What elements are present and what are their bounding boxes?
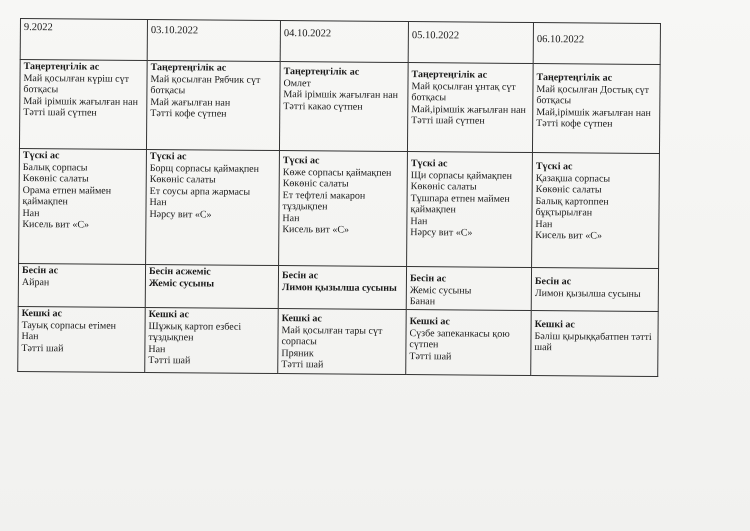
dish-item: Тәтті кофе сүтпен bbox=[150, 108, 227, 120]
date-label: 06.10.2022 bbox=[536, 34, 585, 46]
meal-title: Таңертеңгілік ас bbox=[150, 62, 227, 74]
breakfast-cell bbox=[407, 63, 533, 153]
dish-item: Ет соусы арпа жармасы bbox=[149, 185, 251, 198]
dish-item: Лимон қызылша сусыны bbox=[534, 287, 641, 300]
meal-title: Кешкі ас bbox=[281, 313, 322, 325]
dish-item: Тауық сорпасы етімен bbox=[21, 319, 117, 332]
dish-item: Тәтті шай bbox=[281, 359, 324, 371]
dish-item: Көкөніс салаты bbox=[149, 174, 216, 186]
meal-title: Кешкі ас bbox=[148, 309, 189, 321]
snack-row bbox=[18, 263, 658, 311]
dish-item: Май қосылған Рябчик сүт ботқасы bbox=[150, 73, 261, 97]
snack-cell bbox=[406, 267, 531, 311]
meal-title: Кешкі ас bbox=[534, 319, 575, 331]
dish-item: Май қосылған тары сүт сорпасы bbox=[281, 324, 383, 348]
dish-item: Банан bbox=[409, 296, 436, 308]
dish-item: Айран bbox=[21, 276, 50, 288]
dinner-cell bbox=[531, 311, 659, 377]
dinner-row bbox=[18, 306, 658, 376]
lunch-cell bbox=[146, 149, 280, 265]
dish-item: Тәтті шай сүтпен bbox=[411, 115, 485, 127]
dish-item: Көкөніс салаты bbox=[22, 173, 89, 185]
meal-title: Бесін ас bbox=[409, 273, 447, 285]
dish-item: Кисель вит «С» bbox=[22, 219, 90, 231]
dinner-cell bbox=[145, 307, 279, 373]
dish-item: Көкөніс салаты bbox=[535, 184, 602, 196]
dish-item: Май ірімшік жағылған нан bbox=[283, 89, 399, 101]
dish-item: Май қосылған ұнтақ сүт ботқасы bbox=[411, 80, 516, 104]
meal-title: Бесін ас bbox=[534, 276, 572, 288]
lunch-cell bbox=[19, 148, 147, 264]
meal-title: Түскі ас bbox=[410, 158, 448, 170]
breakfast-cell bbox=[19, 60, 147, 150]
dish-item: Жеміс сусыны bbox=[409, 284, 472, 297]
snack-cell bbox=[145, 264, 278, 308]
meal-title: Түскі ас bbox=[535, 161, 573, 173]
date-label: 05.10.2022 bbox=[411, 30, 460, 42]
date-label: 03.10.2022 bbox=[150, 25, 199, 37]
dish-item: Нан bbox=[22, 207, 40, 219]
meal-title: Түскі ас bbox=[282, 155, 320, 167]
dish-item: Көже сорпасы қаймақпен bbox=[282, 166, 392, 179]
dinner-cell bbox=[406, 310, 532, 376]
dish-item: Нан bbox=[21, 331, 39, 343]
dish-item: Тәтті шай bbox=[21, 342, 64, 354]
dish-item: Лимон қызылша сусыны bbox=[281, 281, 397, 294]
meal-title: Түскі ас bbox=[22, 150, 60, 162]
meal-title: Кешкі ас bbox=[409, 316, 450, 328]
meal-title: Таңертеңгілік ас bbox=[23, 61, 100, 73]
dish-item: Май,ірімшік жағылған нан bbox=[536, 106, 651, 119]
lunch-row bbox=[19, 148, 660, 268]
dish-item: Нәрсу вит «С» bbox=[410, 227, 473, 239]
dish-item: Көкөніс салаты bbox=[410, 181, 477, 193]
dinner-cell bbox=[18, 306, 146, 372]
dish-item: Тәтті шай bbox=[148, 355, 191, 367]
dish-item: Нәрсу вит «С» bbox=[149, 208, 212, 221]
snack-cell bbox=[278, 266, 406, 310]
dish-item: Омлет bbox=[283, 77, 311, 89]
dish-item: Щи сорпасы қаймақпен bbox=[410, 169, 512, 182]
lunch-cell bbox=[407, 152, 533, 268]
meal-title: Таңертеңгілік ас bbox=[536, 72, 613, 84]
dish-item: Нан bbox=[410, 215, 428, 227]
lunch-cell bbox=[532, 153, 660, 269]
dish-item: Тәтті кофе сүтпен bbox=[536, 118, 613, 130]
date-cell bbox=[147, 20, 280, 62]
dish-item: Нан bbox=[148, 343, 166, 355]
meal-title: Бесін ас bbox=[281, 270, 319, 282]
dish-item: Орама етпен маймен қаймақпен bbox=[22, 184, 112, 208]
dish-item: Тәтті шай bbox=[409, 350, 452, 362]
dish-item: Тәтті какао сүтпен bbox=[283, 100, 363, 113]
date-cell bbox=[280, 21, 408, 63]
dish-item: Нан bbox=[149, 197, 167, 209]
dish-item: Балық картоппен бұқтырылған bbox=[535, 195, 609, 219]
date-label: 04.10.2022 bbox=[283, 28, 332, 40]
dish-item: Нан bbox=[535, 218, 553, 230]
date-label: 9.2022 bbox=[23, 22, 53, 34]
dish-item: Кисель вит «С» bbox=[535, 230, 603, 242]
breakfast-cell bbox=[146, 61, 280, 151]
meal-title: Түскі ас bbox=[149, 151, 187, 163]
dish-item: Май ірімшік жағылған нан bbox=[23, 95, 138, 108]
dish-item: Балық сорпасы bbox=[22, 161, 88, 174]
dish-item: Май жағылған нан bbox=[150, 96, 231, 109]
dish-item: Кисель вит «С» bbox=[282, 224, 350, 236]
breakfast-cell bbox=[279, 62, 408, 152]
breakfast-row bbox=[19, 60, 660, 154]
dish-item: Май қосылған Достық сүт ботқасы bbox=[536, 83, 650, 107]
dish-item: Көкөніс салаты bbox=[282, 178, 349, 190]
lunch-cell bbox=[279, 151, 408, 267]
dish-item: Қазақша сорпасы bbox=[535, 172, 611, 185]
dish-item: Борщ сорпасы қаймақпен bbox=[149, 162, 260, 175]
meal-title: Таңертеңгілік ас bbox=[283, 66, 360, 78]
meal-title: Таңертеңгілік ас bbox=[411, 69, 488, 81]
meal-title: Бесін асжеміс bbox=[148, 266, 211, 278]
dish-item: Пряник bbox=[281, 347, 314, 359]
dish-item: Жеміс сусыны bbox=[148, 277, 215, 290]
dish-item: Сүзбе запеканкасы қою сүтпен bbox=[409, 327, 510, 351]
snack-cell bbox=[18, 263, 145, 307]
meal-title: Бесін ас bbox=[21, 265, 59, 277]
snack-cell bbox=[531, 268, 658, 312]
dish-item: Шұжық картоп езбесі тұздықпен bbox=[148, 320, 242, 344]
date-header-row bbox=[20, 19, 660, 65]
date-cell bbox=[533, 23, 660, 65]
dish-item: Ет тефтелі макарон тұздықпен bbox=[282, 189, 366, 213]
date-cell bbox=[20, 19, 147, 61]
dinner-cell bbox=[278, 309, 407, 375]
dish-item: Нан bbox=[282, 212, 300, 224]
dish-item: Бәліш қырыққабатпен тәтті шай bbox=[534, 330, 652, 354]
dish-item: Тұшпара етпен маймен қаймақпен bbox=[410, 192, 510, 216]
menu-sheet bbox=[17, 18, 661, 377]
dish-item: Тәтті шай сүтпен bbox=[23, 107, 97, 119]
date-cell bbox=[408, 22, 533, 64]
meal-title: Кешкі ас bbox=[21, 308, 62, 320]
menu-table bbox=[17, 18, 661, 377]
dish-item: Май,ірімшік жағылған нан bbox=[411, 103, 526, 116]
dish-item: Май қосылған күріш сүт ботқасы bbox=[23, 72, 130, 96]
breakfast-cell bbox=[532, 64, 660, 154]
